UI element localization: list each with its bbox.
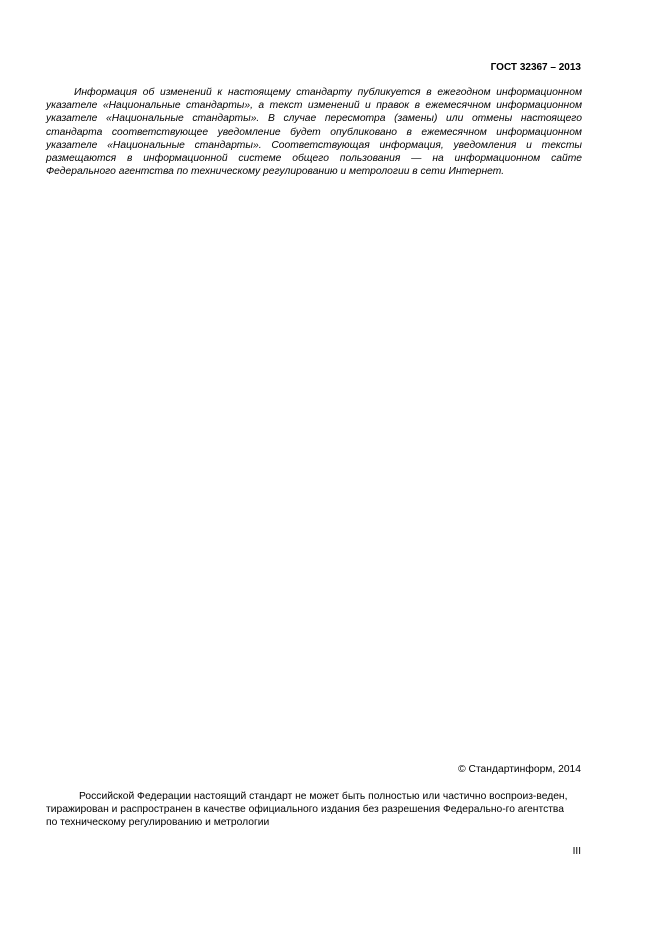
copyright-line: © Стандартинформ, 2014	[458, 764, 581, 775]
standard-header: ГОСТ 32367 – 2013	[490, 62, 581, 73]
notice-paragraph: Российской Федерации настоящий стандарт не может быть полностью или частично воспроиз-веден, тиражирован и распространен в качестве официального издания без разрешения Федерально-го агентства по техническому регулированию и метрологии	[46, 791, 568, 829]
page-number: III	[572, 846, 581, 857]
info-paragraph: Информация об изменений к настоящему стандарту публикуется в ежегодном информационном указателе «Национальные стандарты», а текст изменений и правок в ежемесячном информационном указателе «Национальные стандарты». В случае пересмотра (замены) или отмены настоящего стандарта соответствующее уведомление будет опубликовано в ежемесячном информационном указателе «Национальные стандарты». Соответствующая информация, уведомления и тексты размещаются в информационной системе общего пользования — на информационном сайте Федерального агентства по техническому регулированию и метрологии в сети Интернет.	[46, 87, 582, 178]
